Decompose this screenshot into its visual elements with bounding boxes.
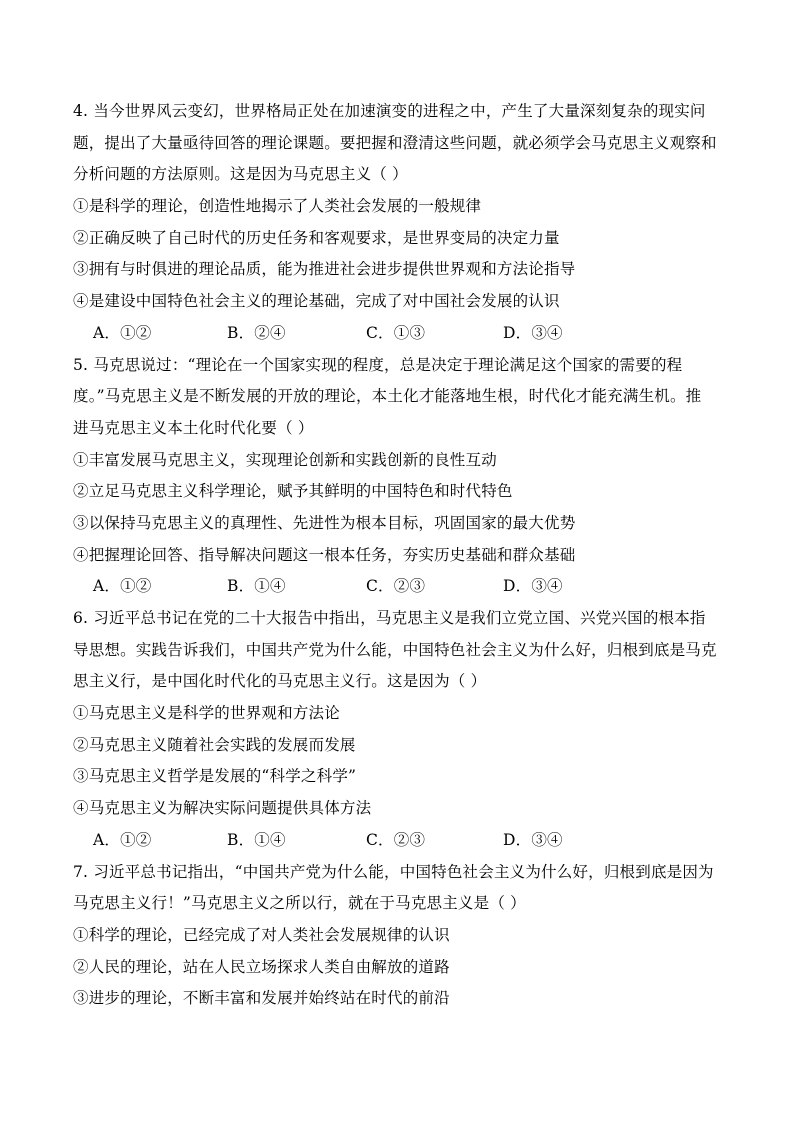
question-stem-line: 进马克思主义本土化时代化要（ ） [73, 418, 314, 437]
question-stem-line: 度。”马克思主义是不断发展的开放的理论，本土化才能落地生根，时代化才能充满生机。推 [73, 387, 702, 406]
statement-1: ①是科学的理论，创造性地揭示了人类社会发展的一般规律 [73, 197, 482, 216]
question-stem-line: 7. 习近平总书记指出，“中国共产党为什么能，中国特色社会主义为什么好，归根到底是因为 [73, 862, 714, 881]
statement-3: ③以保持马克思主义的真理性、先进性为根本目标，巩固国家的最大优势 [73, 513, 576, 532]
statement-3: ③拥有与时俱进的理论品质，能为推进社会进步提供世界观和方法论指导 [73, 260, 576, 279]
answer-options [73, 825, 723, 857]
option-d[interactable]: D．③④ [503, 830, 563, 849]
option-b[interactable]: B．①④ [227, 830, 286, 849]
statement-2: ②马克思主义随着社会实践的发展而发展 [73, 735, 356, 754]
option-b[interactable]: B．①④ [227, 577, 286, 596]
option-c[interactable]: C．②③ [366, 577, 426, 596]
statement-4: ④是建设中国特色社会主义的理论基础，完成了对中国社会发展的认识 [73, 292, 560, 311]
statement-2: ②正确反映了自己时代的历史任务和客观要求，是世界变局的决定力量 [73, 228, 560, 247]
question-stem-line: 马克思主义行！”马克思主义之所以行，就在于马克思主义是（ ） [73, 894, 526, 913]
question-7 [73, 857, 723, 1015]
statement-3: ③进步的理论，不断丰富和发展并始终站在时代的前沿 [73, 989, 450, 1008]
option-d[interactable]: D．③④ [503, 323, 563, 342]
option-d[interactable]: D．③④ [503, 577, 563, 596]
statement-1: ①马克思主义是科学的世界观和方法论 [73, 704, 340, 723]
statement-2: ②人民的理论，站在人民立场探求人类自由解放的道路 [73, 957, 450, 976]
question-stem-line: 分析问题的方法原则。这是因为马克思主义（ ） [73, 165, 408, 184]
option-a[interactable]: A．①② [93, 830, 152, 849]
option-a[interactable]: A．①② [93, 323, 152, 342]
statement-4: ④把握理论回答、指导解决问题这一根本任务，夯实历史基础和群众基础 [73, 545, 576, 564]
question-4 [73, 96, 723, 350]
statement-1: ①丰富发展马克思主义，实现理论创新和实践创新的良性互动 [73, 450, 497, 469]
option-b[interactable]: B．②④ [227, 323, 286, 342]
question-stem-line: 5. 马克思说过：“理论在一个国家实现的程度，总是决定于理论满足这个国家的需要的程 [73, 355, 683, 374]
option-a[interactable]: A．①② [93, 577, 152, 596]
question-6 [73, 603, 723, 857]
answer-options [73, 571, 723, 603]
option-c[interactable]: C．②③ [366, 830, 426, 849]
question-page [73, 96, 723, 1015]
question-stem-line: 导思想。实践告诉我们，中国共产党为什么能，中国特色社会主义为什么好，归根到底是马克 [73, 640, 717, 659]
statement-1: ①科学的理论，已经完成了对人类社会发展规律的认识 [73, 925, 450, 944]
question-stem-line: 思主义行，是中国化时代化的马克思主义行。这是因为（ ） [73, 672, 487, 691]
statement-2: ②立足马克思主义科学理论，赋予其鲜明的中国特色和时代特色 [73, 482, 513, 501]
question-stem-line: 6. 习近平总书记在党的二十大报告中指出，马克思主义是我们立党立国、兴党兴国的根本指 [73, 609, 706, 627]
option-c[interactable]: C．①③ [366, 323, 426, 342]
question-5 [73, 350, 723, 604]
statement-3: ③马克思主义哲学是发展的“科学之科学” [73, 767, 357, 786]
answer-options [73, 318, 723, 350]
question-stem-line: 题，提出了大量亟待回答的理论课题。要把握和澄清这些问题，就必须学会马克思主义观察和 [73, 133, 717, 152]
statement-4: ④马克思主义为解决实际问题提供具体方法 [73, 799, 372, 818]
question-stem-line: 4. 当今世界风云变幻，世界格局正处在加速演变的进程之中，产生了大量深刻复杂的现实问 [73, 102, 706, 120]
